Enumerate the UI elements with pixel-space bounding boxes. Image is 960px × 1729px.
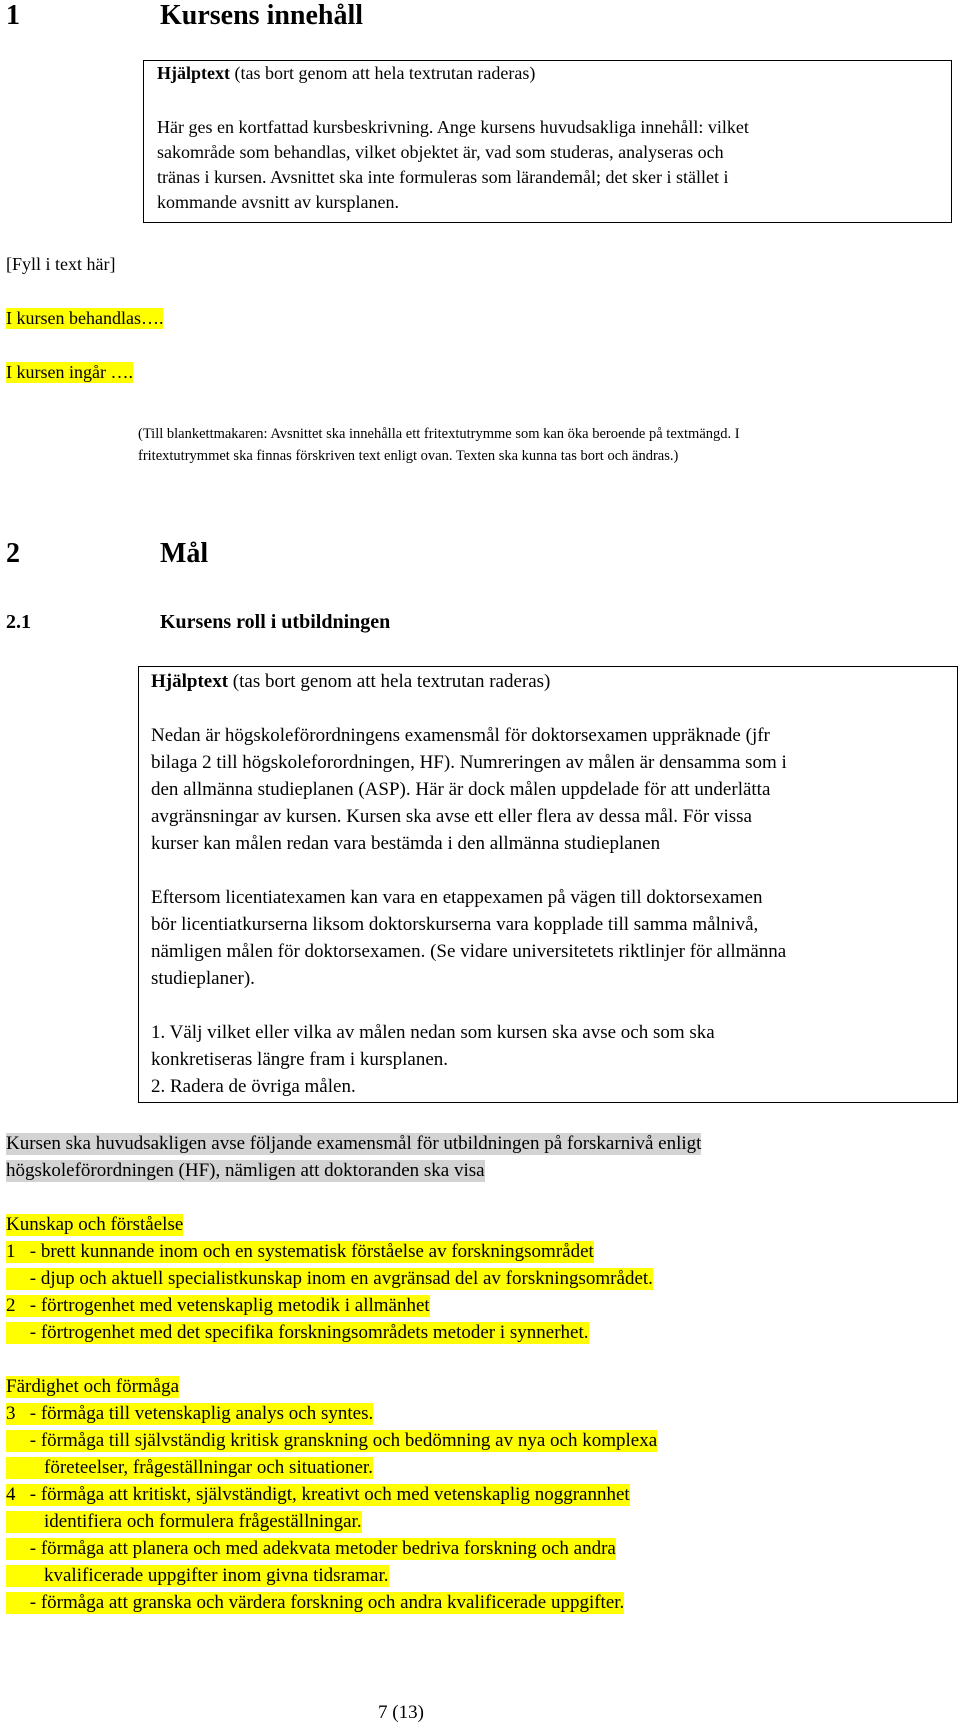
form-note: fritextutrymmet ska finnas förskriven text enligt ovan. Texten ska kunna tas bort och ändras.) [138,448,679,464]
page-number: 7 (13) [378,1702,424,1723]
help-line: studieplaner). [151,968,255,989]
content-item[interactable]: I kursen ingår …. [6,362,133,382]
help-line: avgränsningar av kursen. Kursen ska avse ett eller flera av dessa mål. För vissa [151,806,752,827]
goal-line[interactable]: företeelser, frågeställningar och situationer. [6,1457,373,1478]
goal-group-heading: Kunskap och förståelse [6,1214,184,1235]
help-line: 1. Välj vilket eller vilka av målen nedan som kursen ska avse och som ska [151,1022,715,1043]
goal-group-heading: Färdighet och förmåga [6,1376,180,1397]
goal-line[interactable]: identifiera och formulera frågeställningar. [6,1511,362,1532]
help-line: kurser kan målen redan vara bestämda i den allmänna studieplanen [151,833,661,854]
section-number: 1 [6,0,20,31]
goals-intro: högskoleförordningen (HF), nämligen att doktoranden ska visa [6,1160,485,1181]
help-line: Här ges en kortfattad kursbeskrivning. Ange kursens huvudsakliga innehåll: vilket [157,117,749,137]
help-line: tränas i kursen. Avsnittet ska inte formuleras som lärandemål; det sker i stället i [157,167,729,187]
goal-line[interactable]: - förtrogenhet med det specifika forskningsområdets metoder i synnerhet. [6,1322,589,1343]
subsection-title: Kursens roll i utbildningen [160,611,391,633]
help-line: sakområde som behandlas, vilket objektet är, vad som studeras, analyseras och [157,142,724,162]
help-line: 2. Radera de övriga målen. [151,1076,356,1097]
goal-line[interactable]: 4 - förmåga att kritiskt, självständigt, kreativt och med vetenskaplig noggrannhet [6,1484,630,1505]
goal-line[interactable]: - djup och aktuell specialistkunskap inom en avgränsad del av forskningsområdet. [6,1268,653,1289]
goal-line[interactable]: - förmåga att planera och med adekvata metoder bedriva forskning och andra [6,1538,616,1559]
section-number: 2 [6,538,20,569]
goal-line[interactable]: - förmåga till självständig kritisk granskning och bedömning av nya och komplexa [6,1430,658,1451]
help-line: bilaga 2 till högskoleforordningen, HF). Numreringen av målen är densamma som i [151,752,787,773]
help-title: Hjälptext (tas bort genom att hela textrutan raderas) [157,63,536,83]
help-textbox[interactable] [138,666,958,1103]
goal-line[interactable]: - förmåga att granska och värdera forskning och andra kvalificerade uppgifter. [6,1592,625,1613]
goal-line[interactable]: 3 - förmåga till vetenskaplig analys och syntes. [6,1403,374,1424]
help-textbox[interactable] [143,60,952,223]
help-line: Eftersom licentiatexamen kan vara en etappexamen på vägen till doktorsexamen [151,887,763,908]
help-line: nämligen målen för doktorsexamen. (Se vidare universitetets riktlinjer för allmänna [151,941,787,962]
goals-intro: Kursen ska huvudsakligen avse följande examensmål för utbildningen på forskarnivå enligt [6,1133,702,1154]
help-line: Nedan är högskoleförordningens examensmål för doktorsexamen uppräknade (jfr [151,725,770,746]
form-note: (Till blankettmakaren: Avsnittet ska innehålla ett fritextutrymme som kan öka beroende på textmängd. I [138,426,740,442]
goal-line[interactable]: 1 - brett kunnande inom och en systematisk förståelse av forskningsområdet [6,1241,594,1262]
goal-line[interactable]: 2 - förtrogenhet med vetenskaplig metodik i allmänhet [6,1295,430,1316]
goal-line[interactable]: kvalificerade uppgifter inom givna tidsramar. [6,1565,389,1586]
section-title: Mål [160,538,209,569]
section-title: Kursens innehåll [160,0,364,31]
help-line: konkretiseras längre fram i kursplanen. [151,1049,449,1070]
help-title: Hjälptext (tas bort genom att hela textrutan raderas) [151,671,551,692]
help-line: bör licentiatkurserna liksom doktorskurserna vara kopplade till samma målnivå, [151,914,759,935]
fill-placeholder[interactable]: [Fyll i text här] [6,254,116,274]
subsection-number: 2.1 [6,611,31,633]
content-item[interactable]: I kursen behandlas…. [6,308,164,328]
help-line: kommande avsnitt av kursplanen. [157,192,399,212]
help-line: den allmänna studieplanen (ASP). Här är dock målen uppdelade för att underlätta [151,779,771,800]
